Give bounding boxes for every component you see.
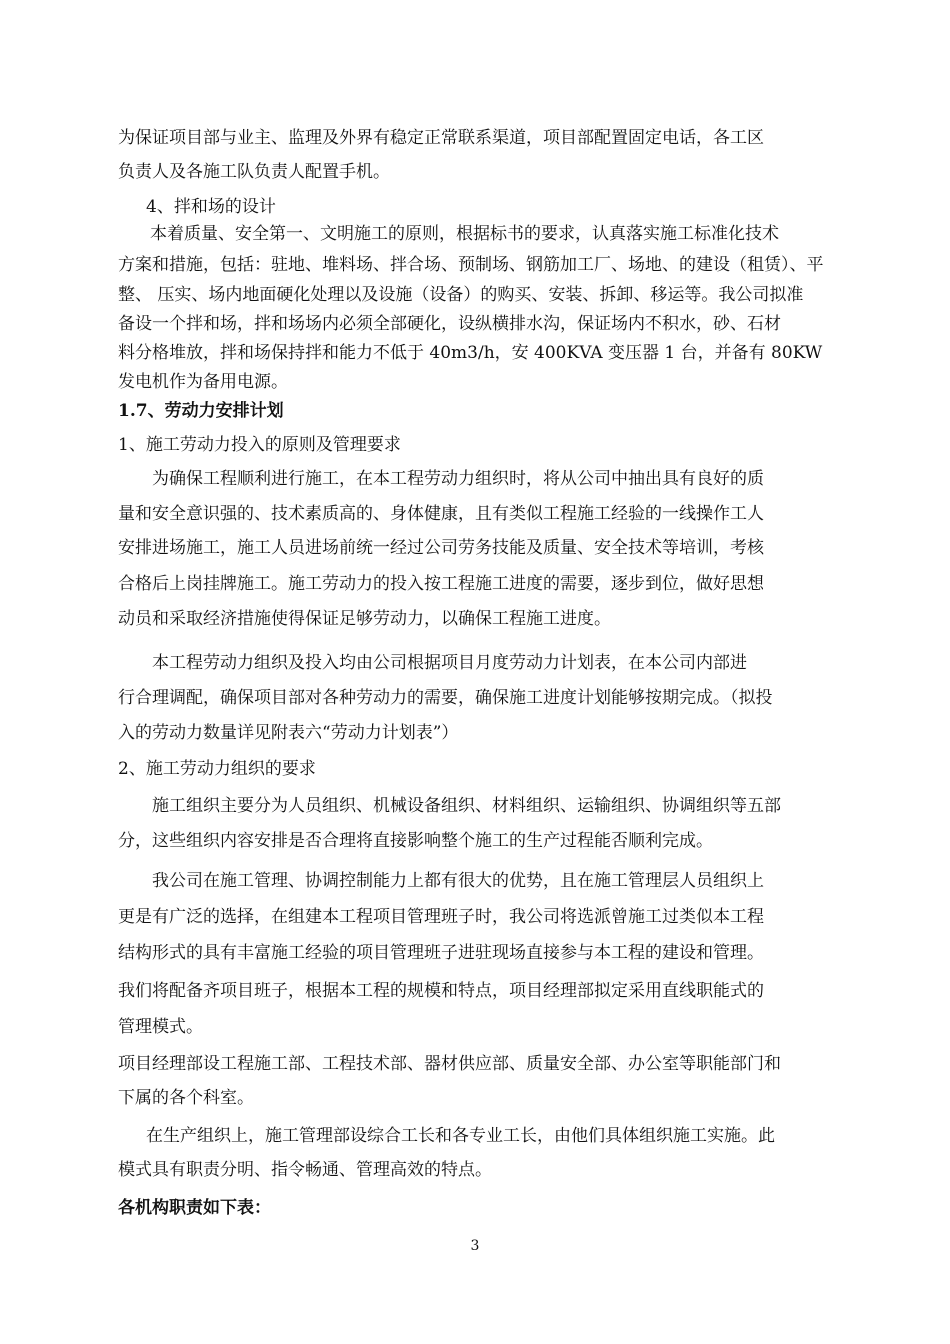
paragraph-line: 分，这些组织内容安排是否合理将直接影响整个施工的生产过程能否顺利完成。 [118,831,713,851]
paragraph-line: 结构形式的具有丰富施工经验的项目管理班子进驻现场直接参与本工程的建设和管理。 [118,943,764,963]
paragraph-line: 为保证项目部与业主、监理及外界有稳定正常联系渠道，项目部配置固定电话，各工区 [118,128,764,148]
paragraph-line: 料分格堆放，拌和场保持拌和能力不低于 40m3/h，安 400KVA 变压器 1 台，并备有 80KW [118,343,823,363]
paragraph-line: 整、 压实、场内地面硬化处理以及设施（设备）的购买、安装、拆卸、移运等。我公司拟准 [118,285,804,305]
paragraph-line: 量和安全意识强的、技术素质高的、身体健康，且有类似工程施工经验的一线操作工人 [118,504,764,524]
paragraph-line: 施工组织主要分为人员组织、机械设备组织、材料组织、运输组织、协调组织等五部 [152,796,781,816]
paragraph-line: 模式具有职责分明、指令畅通、管理高效的特点。 [118,1160,492,1180]
paragraph-line: 合格后上岗挂牌施工。施工劳动力的投入按工程施工进度的需要，逐步到位，做好思想 [118,574,764,594]
paragraph-line: 动员和采取经济措施使得保证足够劳动力，以确保工程施工进度。 [118,609,611,629]
section-heading: 1.7、劳动力安排计划 [118,401,284,421]
table-caption: 各机构职责如下表： [118,1198,271,1218]
paragraph-line: 在生产组织上，施工管理部设综合工长和各专业工长，由他们具体组织施工实施。此 [146,1126,775,1146]
paragraph-line: 为确保工程顺利进行施工，在本工程劳动力组织时，将从公司中抽出具有良好的质 [152,469,764,489]
paragraph-line: 方案和措施，包括：驻地、堆料场、拌合场、预制场、钢筋加工厂、场地、的建设（租赁）、平 [118,255,824,275]
paragraph-line: 项目经理部设工程施工部、工程技术部、器材供应部、质量安全部、办公室等职能部门和 [118,1054,781,1074]
paragraph-line: 更是有广泛的选择，在组建本工程项目管理班子时，我公司将选派曾施工过类似本工程 [118,907,764,927]
paragraph-line: 下属的各个科室。 [118,1088,254,1108]
paragraph-line: 我公司在施工管理、协调控制能力上都有很大的优势，且在施工管理层人员组织上 [152,871,764,891]
paragraph-line: 管理模式。 [118,1017,203,1037]
paragraph-line: 本着质量、安全第一、文明施工的原则，根据标书的要求，认真落实施工标准化技术 [150,224,779,244]
paragraph-line: 发电机作为备用电源。 [118,372,288,392]
subsection-heading: 2、施工劳动力组织的要求 [118,759,316,779]
paragraph-line: 备设一个拌和场，拌和场场内必须全部硬化，设纵横排水沟，保证场内不积水，砂、石材 [118,314,781,334]
paragraph-line: 行合理调配，确保项目部对各种劳动力的需要，确保施工进度计划能够按期完成。（拟投 [118,688,773,708]
paragraph-line: 入的劳动力数量详见附表六“劳动力计划表”） [118,723,459,743]
paragraph-line: 安排进场施工，施工人员进场前统一经过公司劳务技能及质量、安全技术等培训，考核 [118,538,764,558]
subsection-heading: 1、施工劳动力投入的原则及管理要求 [118,435,401,455]
page-number: 3 [470,1238,480,1254]
paragraph-line: 我们将配备齐项目班子，根据本工程的规模和特点，项目经理部拟定采用直线职能式的 [118,981,764,1001]
paragraph-line: 负责人及各施工队负责人配置手机。 [118,162,390,182]
paragraph-line: 本工程劳动力组织及投入均由公司根据项目月度劳动力计划表，在本公司内部进 [152,653,747,673]
section-heading: 4、拌和场的设计 [146,197,276,217]
